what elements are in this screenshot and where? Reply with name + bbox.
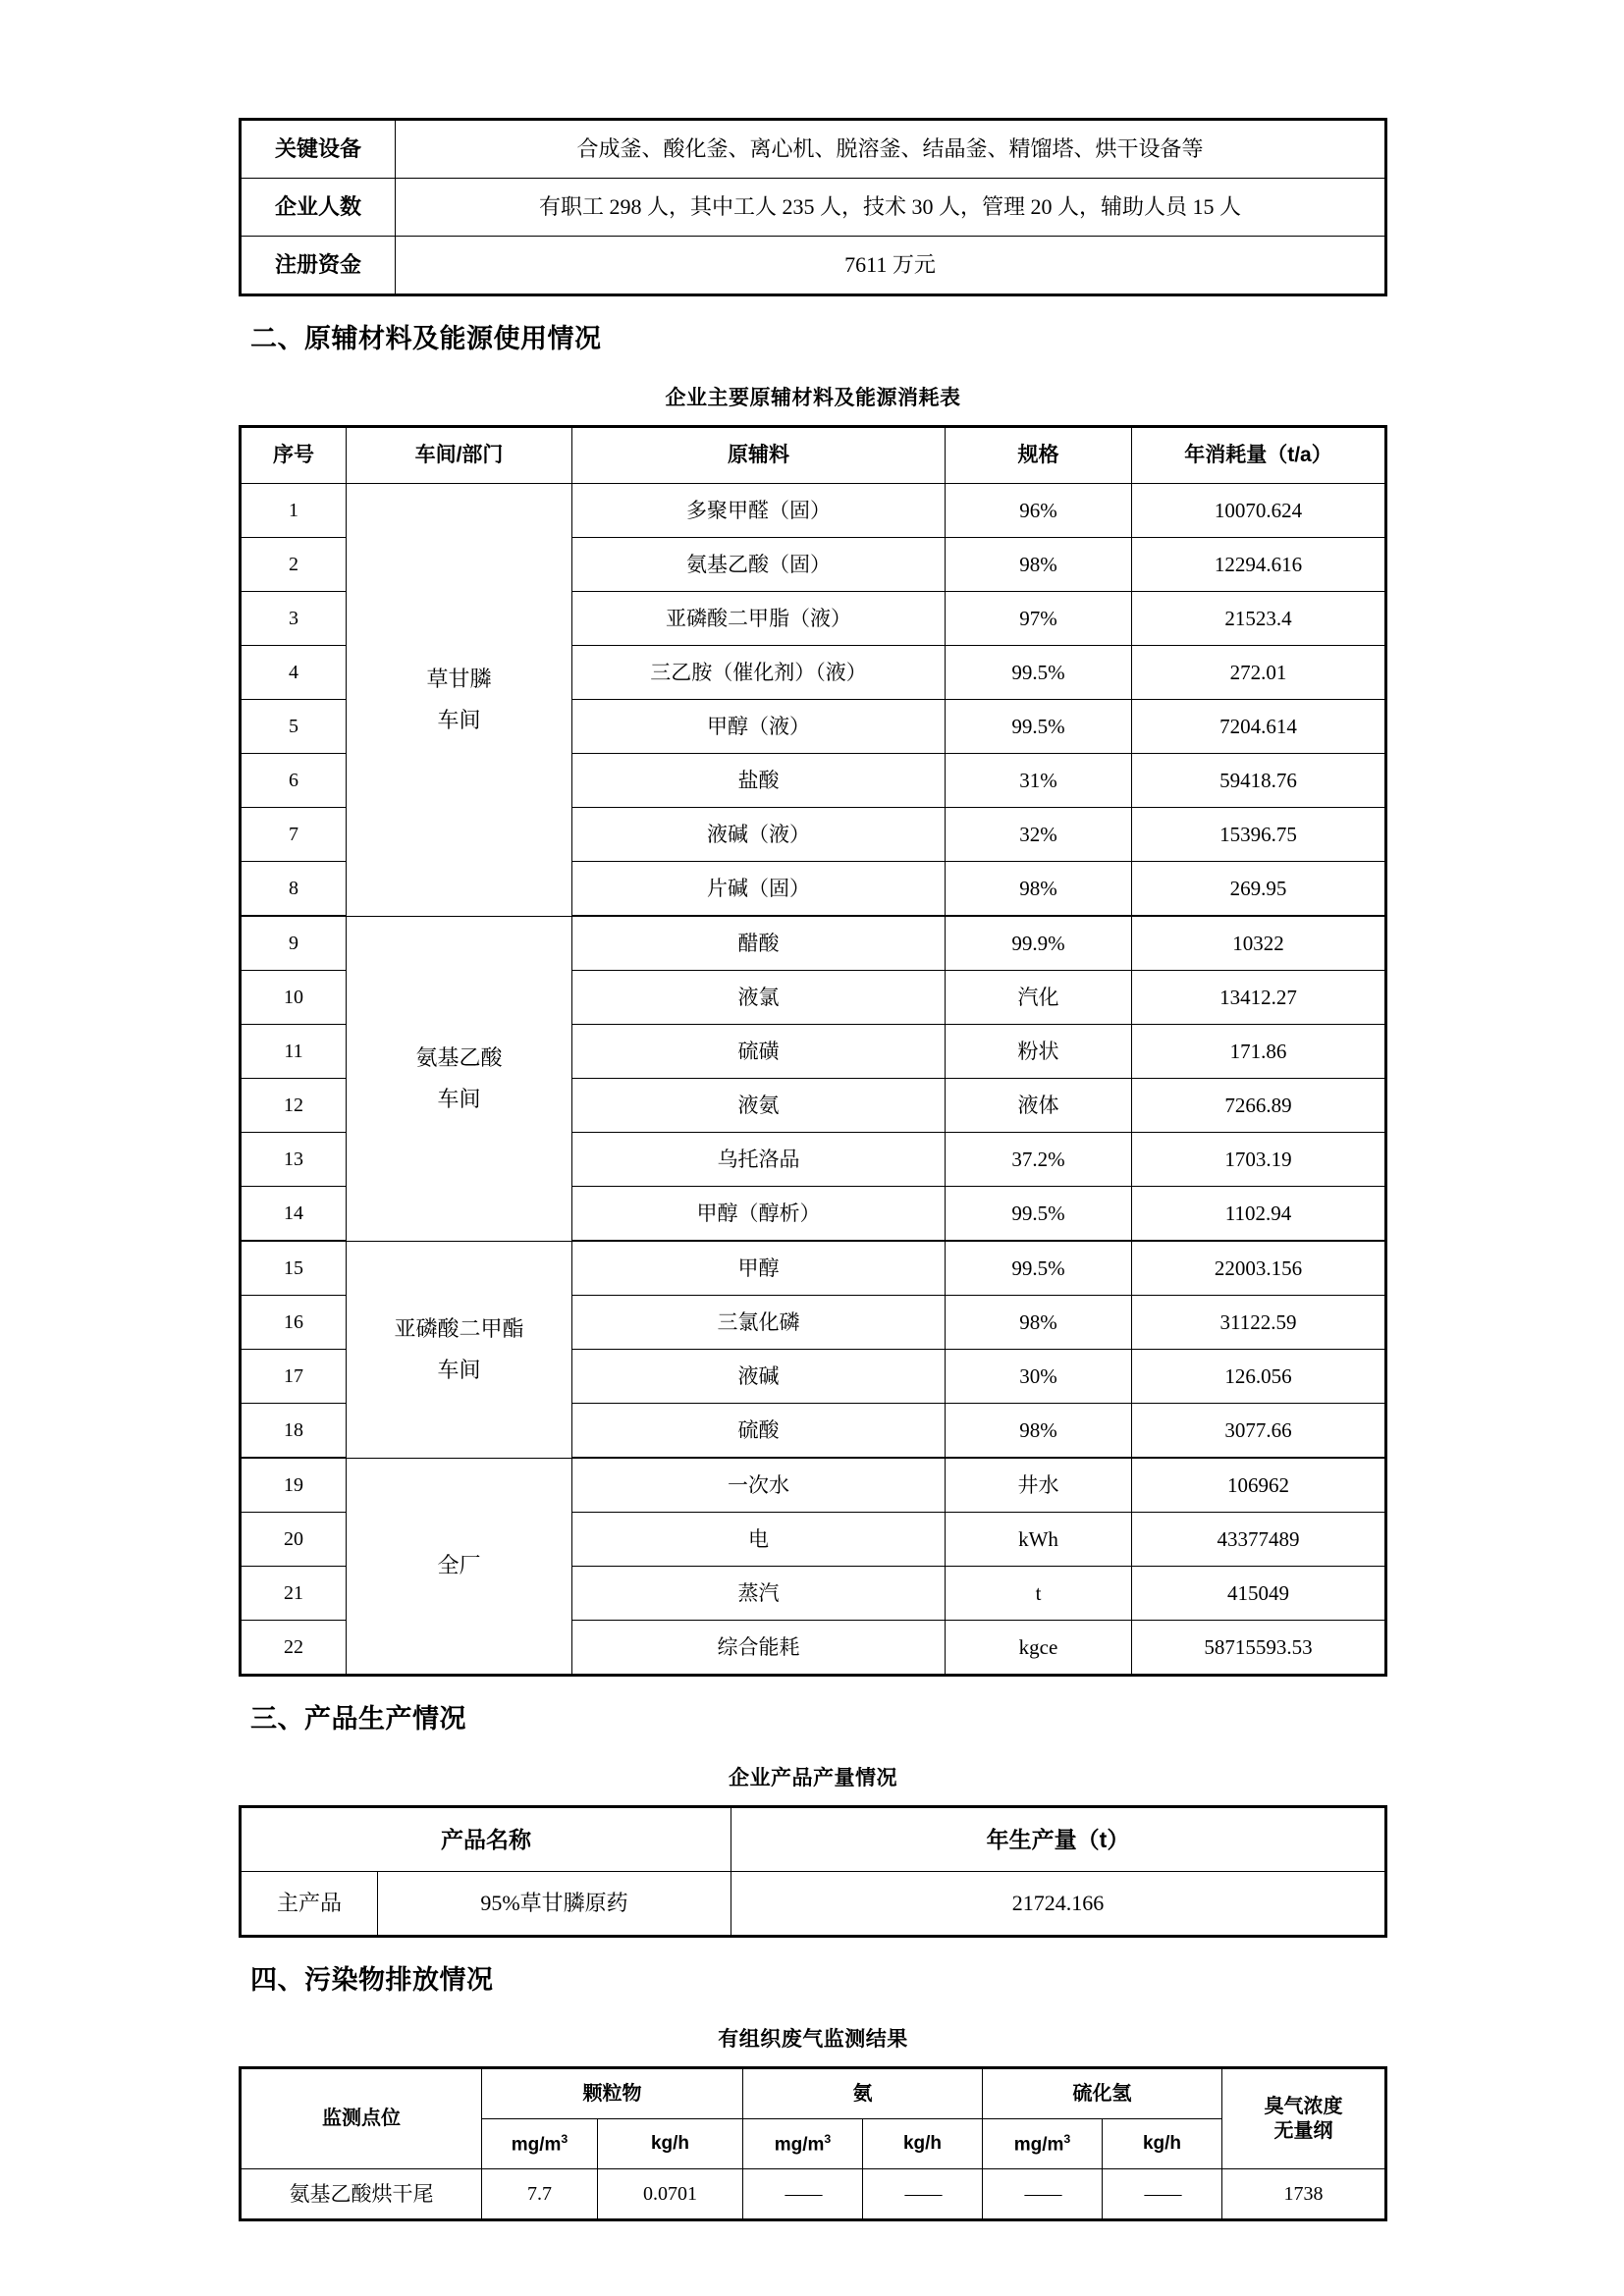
basic-info-body [241,120,1386,295]
table-row [241,916,1386,971]
material-index: 6 [241,754,347,808]
material-annual-amount: 415049 [1132,1567,1386,1621]
unit-pm-conc [482,2119,598,2169]
material-annual-amount: 12294.616 [1132,538,1386,592]
col-header-no: 序号 [241,427,347,484]
table-header-row [241,427,1386,484]
material-name: 蒸汽 [572,1567,946,1621]
odor-concentration: 1738 [1222,2169,1386,2220]
materials-table [239,425,1387,1677]
material-index: 7 [241,808,347,862]
nh3-rate: —— [863,2169,983,2220]
col-header-annual-output: 年生产量（t） [731,1807,1386,1872]
material-index: 4 [241,646,347,700]
basic-info-value: 有职工 298 人，其中工人 235 人，技术 30 人，管理 20 人，辅助人员 15 人 [396,179,1386,237]
workshop-name: 亚磷酸二甲酯 车间 [347,1241,572,1458]
unit-nh3-rate: kg/h [863,2119,983,2169]
unit-text: mg/m [774,2134,825,2156]
odor-unit: 无量纲 [1273,2119,1333,2142]
basic-info-table [239,118,1387,296]
product-table-caption: 企业产品产量情况 [729,1767,897,1790]
material-index: 2 [241,538,347,592]
material-annual-amount: 1102.94 [1132,1187,1386,1242]
material-spec: kgce [946,1621,1132,1676]
material-annual-amount: 171.86 [1132,1025,1386,1079]
material-spec: 98% [946,1404,1132,1459]
material-annual-amount: 21523.4 [1132,592,1386,646]
material-annual-amount: 58715593.53 [1132,1621,1386,1676]
material-index: 14 [241,1187,347,1242]
material-spec: 30% [946,1350,1132,1404]
material-spec: 99.5% [946,646,1132,700]
unit-text: mg/m [511,2134,562,2156]
section-heading-3: 三、产品生产情况 [250,1704,466,1735]
material-name: 盐酸 [572,754,946,808]
col-header-workshop: 车间/部门 [347,427,572,484]
material-spec: 99.5% [946,1241,1132,1296]
section-heading-4: 四、污染物排放情况 [250,1965,494,1996]
material-index: 5 [241,700,347,754]
material-spec: t [946,1567,1132,1621]
material-name: 甲醇（液） [572,700,946,754]
material-annual-amount: 269.95 [1132,862,1386,917]
material-name: 甲醇（醇析） [572,1187,946,1242]
material-index: 12 [241,1079,347,1133]
material-name: 多聚甲醛（固） [572,484,946,538]
material-index: 8 [241,862,347,917]
material-spec: 99.9% [946,916,1132,971]
material-annual-amount: 15396.75 [1132,808,1386,862]
table-row [241,1872,1386,1937]
unit-exponent: 3 [561,2131,568,2146]
odor-label: 臭气浓度 [1264,2095,1343,2117]
material-spec: 井水 [946,1458,1132,1513]
product-category: 主产品 [241,1872,378,1937]
product-table-body [241,1872,1386,1937]
table-row [241,237,1386,295]
material-name: 醋酸 [572,916,946,971]
material-annual-amount: 10322 [1132,916,1386,971]
basic-info-value: 7611 万元 [396,237,1386,295]
material-index: 21 [241,1567,347,1621]
product-table [239,1805,1387,1938]
col-header-amount: 年消耗量（t/a） [1132,427,1386,484]
material-index: 22 [241,1621,347,1676]
basic-info-label: 关键设备 [241,120,396,179]
table-row [241,1241,1386,1296]
col-header-ammonia: 氨 [743,2068,983,2119]
material-index: 3 [241,592,347,646]
monitor-point-name: 氨基乙酸烘干尾 [241,2169,482,2220]
material-index: 10 [241,971,347,1025]
material-spec: 粉状 [946,1025,1132,1079]
material-index: 19 [241,1458,347,1513]
material-annual-amount: 126.056 [1132,1350,1386,1404]
basic-info-label: 注册资金 [241,237,396,295]
unit-nh3-conc [743,2119,863,2169]
material-name: 乌托洛品 [572,1133,946,1187]
material-name: 三氯化磷 [572,1296,946,1350]
material-annual-amount: 59418.76 [1132,754,1386,808]
h2s-concentration: —— [983,2169,1103,2220]
material-annual-amount: 13412.27 [1132,971,1386,1025]
material-index: 16 [241,1296,347,1350]
material-index: 15 [241,1241,347,1296]
material-spec: 96% [946,484,1132,538]
unit-pm-rate: kg/h [598,2119,743,2169]
material-spec: 98% [946,1296,1132,1350]
material-annual-amount: 1703.19 [1132,1133,1386,1187]
unit-h2s-conc [983,2119,1103,2169]
material-spec: 37.2% [946,1133,1132,1187]
section-heading-2: 二、原辅材料及能源使用情况 [250,324,602,353]
material-annual-amount: 10070.624 [1132,484,1386,538]
nh3-concentration: —— [743,2169,863,2220]
product-output: 21724.166 [731,1872,1386,1937]
material-name: 一次水 [572,1458,946,1513]
table-row [241,120,1386,179]
table-row [241,484,1386,538]
material-spec: kWh [946,1513,1132,1567]
materials-table-body [241,484,1386,1676]
material-name: 三乙胺（催化剂）（液） [572,646,946,700]
document-content [239,118,1387,2221]
material-index: 18 [241,1404,347,1459]
material-name: 液氯 [572,971,946,1025]
basic-info-value: 合成釜、酸化釜、离心机、脱溶釜、结晶釜、精馏塔、烘干设备等 [396,120,1386,179]
col-header-material: 原辅料 [572,427,946,484]
material-name: 氨基乙酸（固） [572,538,946,592]
material-annual-amount: 31122.59 [1132,1296,1386,1350]
material-spec: 31% [946,754,1132,808]
col-header-particulate: 颗粒物 [482,2068,743,2119]
material-name: 亚磷酸二甲脂（液） [572,592,946,646]
material-spec: 液体 [946,1079,1132,1133]
material-index: 1 [241,484,347,538]
material-name: 片碱（固） [572,862,946,917]
col-header-monitor-point: 监测点位 [241,2068,482,2169]
emissions-table-caption: 有组织废气监测结果 [718,2028,908,2052]
h2s-rate: —— [1103,2169,1222,2220]
material-spec: 97% [946,592,1132,646]
material-name: 硫磺 [572,1025,946,1079]
material-name: 甲醇 [572,1241,946,1296]
material-index: 9 [241,916,347,971]
col-header-odor-concentration [1222,2068,1386,2169]
material-index: 17 [241,1350,347,1404]
material-spec: 99.5% [946,1187,1132,1242]
table-header-row [241,1807,1386,1872]
col-header-product-name: 产品名称 [241,1807,731,1872]
material-index: 13 [241,1133,347,1187]
table-row [241,179,1386,237]
workshop-name: 全厂 [347,1458,572,1676]
material-spec: 32% [946,808,1132,862]
material-name: 综合能耗 [572,1621,946,1676]
material-name: 液碱（液） [572,808,946,862]
product-table-head [241,1807,1386,1872]
materials-table-head [241,427,1386,484]
material-annual-amount: 3077.66 [1132,1404,1386,1459]
material-annual-amount: 272.01 [1132,646,1386,700]
material-annual-amount: 106962 [1132,1458,1386,1513]
material-spec: 99.5% [946,700,1132,754]
unit-exponent: 3 [824,2131,832,2146]
material-spec: 98% [946,862,1132,917]
material-name: 液氨 [572,1079,946,1133]
table-row [241,2169,1386,2220]
material-name: 硫酸 [572,1404,946,1459]
material-annual-amount: 43377489 [1132,1513,1386,1567]
unit-text: mg/m [1013,2134,1064,2156]
materials-table-caption: 企业主要原辅材料及能源消耗表 [665,387,961,410]
material-annual-amount: 22003.156 [1132,1241,1386,1296]
emissions-table-body [241,2169,1386,2220]
emissions-table [239,2066,1387,2221]
unit-h2s-rate: kg/h [1103,2119,1222,2169]
workshop-name: 草甘膦 车间 [347,484,572,917]
material-annual-amount: 7204.614 [1132,700,1386,754]
table-header-row-pollutants [241,2068,1386,2119]
material-annual-amount: 7266.89 [1132,1079,1386,1133]
material-name: 液碱 [572,1350,946,1404]
table-row [241,1458,1386,1513]
pm-concentration: 7.7 [482,2169,598,2220]
unit-exponent: 3 [1063,2131,1071,2146]
emissions-table-head [241,2068,1386,2169]
material-name: 电 [572,1513,946,1567]
material-index: 11 [241,1025,347,1079]
pm-rate: 0.0701 [598,2169,743,2220]
material-index: 20 [241,1513,347,1567]
col-header-hydrogen-sulfide: 硫化氢 [983,2068,1222,2119]
product-name: 95%草甘膦原药 [378,1872,731,1937]
material-spec: 98% [946,538,1132,592]
col-header-spec: 规格 [946,427,1132,484]
workshop-name: 氨基乙酸 车间 [347,916,572,1241]
material-spec: 汽化 [946,971,1132,1025]
basic-info-label: 企业人数 [241,179,396,237]
